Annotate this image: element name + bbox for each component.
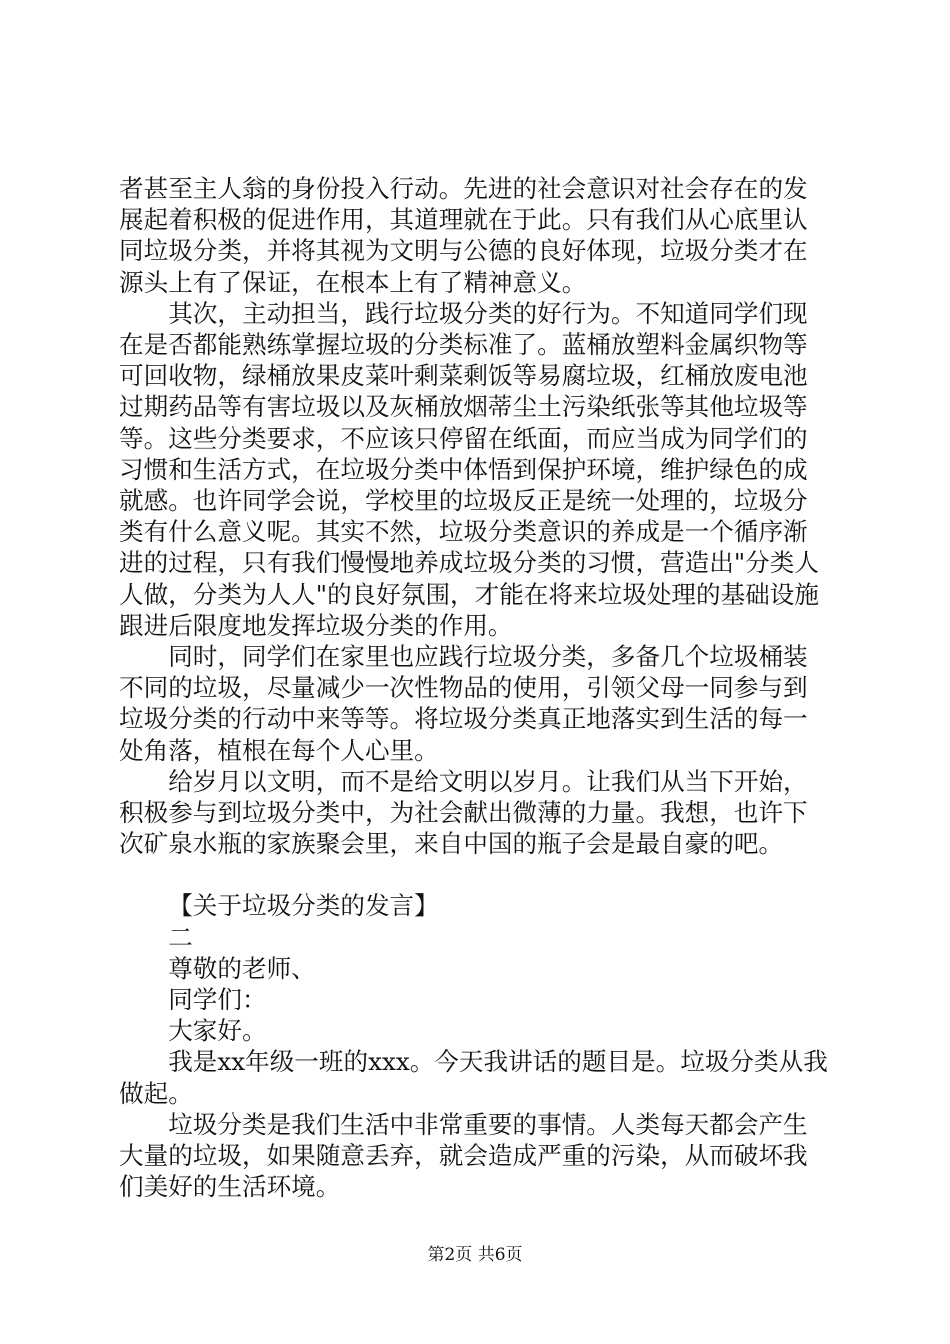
page-indicator: 第2页 共6页	[427, 1245, 523, 1265]
paragraph-second-point: 其次，主动担当，践行垃圾分类的好行为。不知道同学们现在是否都能熟练掌握垃圾的分类标准了。蓝桶放塑料金属织物等可回收物，绿桶放果皮菜叶剩菜剩饭等易腐垃圾，红桶放废电池过期药品等有害垃圾以及灰桶放烟蒂尘土污染纸张等其他垃圾等等。这些分类要求，不应该只停留在纸面，而应当成为同学们的习惯和生活方式，在垃圾分类中体悟到保护环境，维护绿色的成就感。也许同学会说，学校里的垃圾反正是统一处理的，垃圾分类有什么意义呢。其实不然，垃圾分类意识的养成是一个循序渐进的过程，只有我们慢慢地养成垃圾分类的习惯，营造出"分类人人做，分类为人人"的良好氛围，才能在将来垃圾处理的基础设施跟进后限度地发挥垃圾分类的作用。	[119, 298, 819, 640]
paragraph-conclusion: 给岁月以文明，而不是给文明以岁月。让我们从当下开始，积极参与到垃圾分类中，为社会献出微薄的力量。我想，也许下次矿泉水瓶的家族聚会里，来自中国的瓶子会是最自豪的吧。	[119, 766, 808, 859]
salutation-students: 同学们：	[168, 985, 267, 1015]
greeting: 大家好。	[168, 1016, 267, 1046]
paragraph-continuation: 者甚至主人翁的身份投入行动。先进的社会意识对社会存在的发展起着积极的促进作用，其道理就在于此。只有我们从心底里认同垃圾分类，并将其视为文明与公德的良好体现，垃圾分类才在源头上有了保证，在根本上有了精神意义。	[119, 174, 808, 297]
document-body	[119, 173, 831, 1203]
page-footer	[0, 1244, 950, 1266]
paragraph-home-practice: 同时，同学们在家里也应践行垃圾分类，多备几个垃圾桶装不同的垃圾，尽量减少一次性物品的使用，引领父母一同参与到垃圾分类的行动中来等等。将垃圾分类真正地落实到生活的每一处角落，植根在每个人心里。	[119, 642, 808, 765]
paragraph-introduction: 我是xx年级一班的xxx。今天我讲话的题目是。垃圾分类从我做起。	[119, 1047, 828, 1108]
salutation-teachers: 尊敬的老师、	[168, 953, 316, 983]
paragraph-importance: 垃圾分类是我们生活中非常重要的事情。人类每天都会产生大量的垃圾，如果随意丢弃，就会造成严重的污染，从而破坏我们美好的生活环境。	[119, 1109, 808, 1202]
section-gap	[119, 859, 831, 890]
section-number: 二	[168, 922, 193, 952]
section-title: 【关于垃圾分类的发言】	[168, 891, 439, 921]
